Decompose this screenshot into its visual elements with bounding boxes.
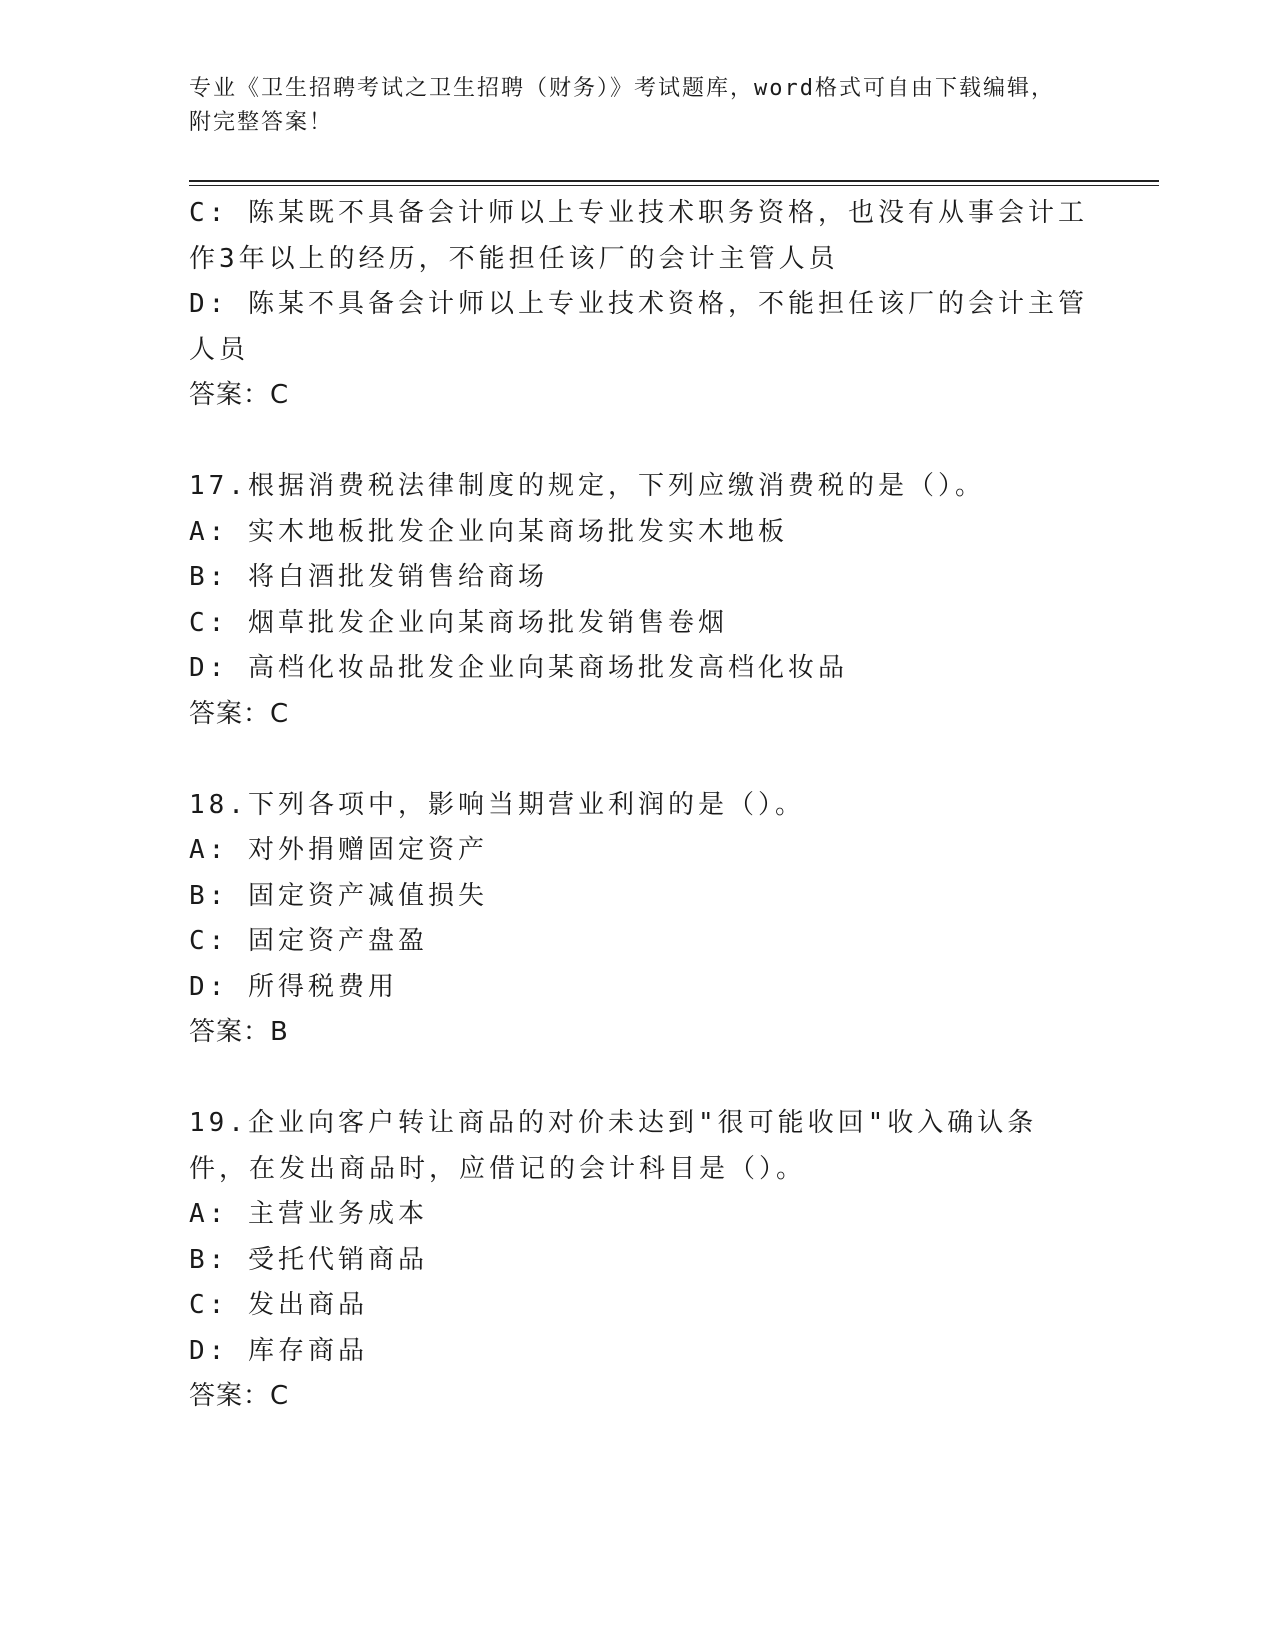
option-b: B: 受托代销商品 (189, 1244, 428, 1275)
answer-line: 答案：C (189, 698, 290, 729)
option-a: A: 主营业务成本 (189, 1199, 428, 1229)
option-b: B: 将白酒批发销售给商场 (189, 562, 548, 592)
option-d: D: 高档化妆品批发企业向某商场批发高档化妆品 (189, 653, 848, 683)
question-19 (189, 1101, 1089, 1420)
header-divider (189, 180, 1159, 186)
option-d: D: 库存商品 (189, 1335, 368, 1366)
question-18 (189, 783, 1089, 1056)
option-d: D: 所得税费用 (189, 971, 398, 1002)
question-stem: 17.根据消费税法律制度的规定，下列应缴消费税的是（）。 (189, 471, 985, 501)
prev-question-tail (189, 191, 1089, 419)
option-c: C: 固定资产盘盈 (189, 926, 428, 956)
question-content (189, 191, 1089, 1420)
option-d: D: 陈某不具备会计师以上专业技术资格，不能担任该厂的会计主管人员 (189, 289, 1088, 365)
option-a: A: 对外捐赠固定资产 (189, 835, 488, 865)
question-stem: 18.下列各项中，影响当期营业利润的是（）。 (189, 789, 805, 820)
option-a: A: 实木地板批发企业向某商场批发实木地板 (189, 516, 788, 547)
answer-line: 答案：B (189, 1017, 289, 1047)
option-c: C: 陈某既不具备会计师以上专业技术职务资格，也没有从事会计工作3年以上的经历，不能担任该厂的会计主管人员 (189, 198, 1088, 274)
answer-line: 答案：C (189, 1381, 290, 1411)
option-c: C: 烟草批发企业向某商场批发销售卷烟 (189, 607, 728, 638)
question-stem: 19.企业向客户转让商品的对价未达到"很可能收回"收入确认条件，在发出商品时，应借记的会计科目是（）。 (189, 1108, 1038, 1184)
answer-line: 答案：C (189, 380, 290, 410)
option-b: B: 固定资产减值损失 (189, 880, 488, 911)
page-header: 专业《卫生招聘考试之卫生招聘（财务）》考试题库，word格式可自由下载编辑，附完整答案！ (189, 76, 1055, 135)
option-c: C: 发出商品 (189, 1290, 368, 1320)
question-17 (189, 464, 1089, 737)
